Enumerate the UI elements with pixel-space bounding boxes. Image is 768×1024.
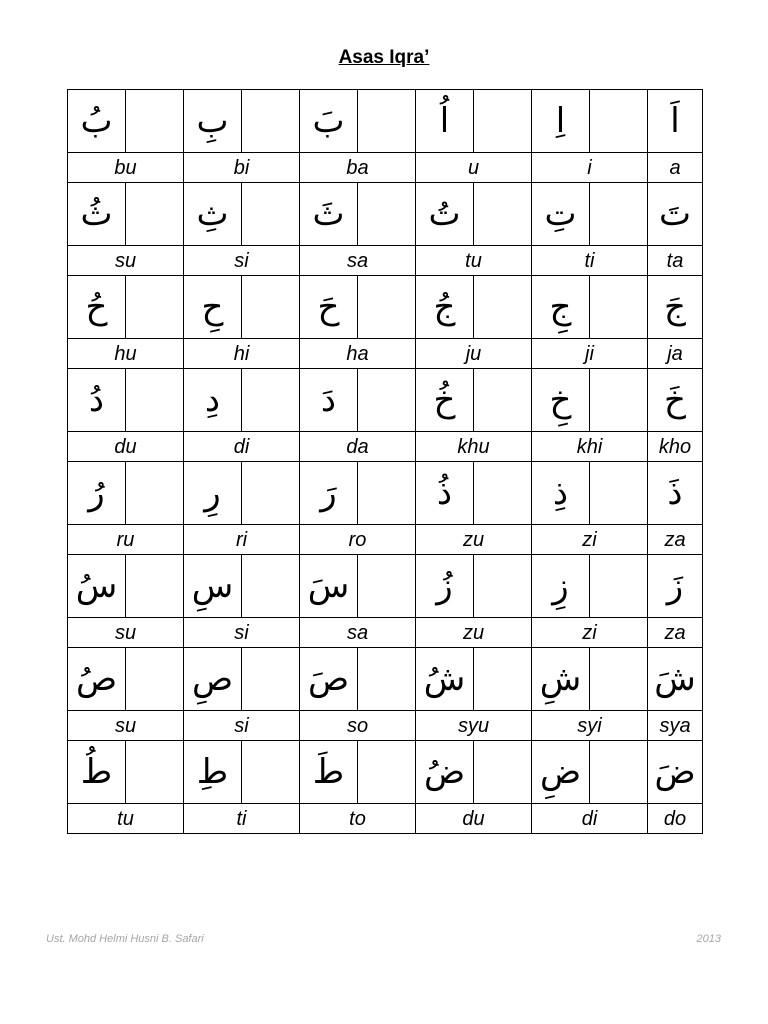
letter-row	[68, 90, 703, 153]
transliteration-text: za	[664, 528, 686, 551]
letter-cell	[648, 369, 703, 432]
arabic-letter: صُ	[75, 659, 118, 699]
arabic-letter: حَ	[317, 287, 340, 327]
arabic-letter: ضَ	[654, 752, 696, 792]
transliteration-cell	[68, 618, 184, 648]
letter-cell	[68, 369, 126, 432]
letter-cell	[184, 369, 242, 432]
transliteration-cell	[184, 804, 300, 834]
transliteration-cell	[532, 432, 648, 462]
transliteration-text: ti	[236, 807, 247, 830]
empty-cell	[590, 741, 648, 804]
transliteration-text: bu	[114, 156, 137, 179]
empty-cell	[474, 462, 532, 525]
empty-cell	[474, 741, 532, 804]
letter-cell	[648, 462, 703, 525]
transliteration-text: zu	[462, 621, 485, 644]
arabic-letter: جِ	[549, 287, 572, 327]
transliteration-text: zi	[582, 528, 597, 551]
transliteration-cell	[184, 153, 300, 183]
transliteration-cell	[68, 804, 184, 834]
letter-cell	[184, 276, 242, 339]
arabic-letter: تِ	[544, 194, 577, 234]
transliteration-text: si	[234, 249, 249, 272]
arabic-letter: سُ	[75, 566, 118, 606]
arabic-letter: حُ	[85, 287, 108, 327]
arabic-letter: اِ	[555, 101, 566, 141]
letter-cell	[300, 276, 358, 339]
arabic-letter: ثُ	[80, 194, 113, 234]
letter-row	[68, 648, 703, 711]
transliteration-row	[68, 711, 703, 741]
transliteration-text: du	[462, 807, 485, 830]
letter-cell	[532, 183, 590, 246]
transliteration-cell	[184, 246, 300, 276]
empty-cell	[474, 276, 532, 339]
footer-year: 2013	[696, 933, 721, 945]
empty-cell	[590, 462, 648, 525]
transliteration-cell	[184, 339, 300, 369]
arabic-letter: خُ	[433, 380, 456, 420]
transliteration-text: do	[663, 807, 687, 830]
letter-row	[68, 555, 703, 618]
arabic-letter: ذُ	[436, 473, 453, 513]
transliteration-text: di	[233, 435, 250, 458]
transliteration-cell	[532, 525, 648, 555]
transliteration-cell	[68, 711, 184, 741]
transliteration-cell	[416, 711, 532, 741]
empty-cell	[590, 276, 648, 339]
transliteration-cell	[532, 153, 648, 183]
transliteration-text: tu	[465, 249, 482, 272]
transliteration-cell	[648, 525, 703, 555]
arabic-letter: تُ	[428, 194, 461, 234]
arabic-letter: ذَ	[667, 473, 683, 513]
empty-cell	[126, 276, 184, 339]
arabic-letter: خِ	[549, 380, 572, 420]
transliteration-cell	[416, 432, 532, 462]
transliteration-cell	[184, 618, 300, 648]
transliteration-cell	[648, 804, 703, 834]
transliteration-cell	[184, 711, 300, 741]
arabic-letter: ثِ	[196, 194, 229, 234]
letter-row	[68, 369, 703, 432]
letter-cell	[68, 183, 126, 246]
transliteration-cell	[68, 339, 184, 369]
transliteration-text: di	[581, 807, 598, 830]
transliteration-cell	[300, 618, 416, 648]
transliteration-text: si	[234, 621, 249, 644]
empty-cell	[358, 741, 416, 804]
letter-cell	[68, 648, 126, 711]
transliteration-cell	[416, 804, 532, 834]
transliteration-row	[68, 525, 703, 555]
transliteration-row	[68, 804, 703, 834]
transliteration-cell	[532, 618, 648, 648]
letter-cell	[532, 276, 590, 339]
letter-cell	[300, 90, 358, 153]
empty-cell	[590, 183, 648, 246]
page-title: Asas Iqra’	[338, 47, 430, 68]
transliteration-text: su	[114, 621, 137, 644]
transliteration-cell	[184, 525, 300, 555]
transliteration-cell	[416, 618, 532, 648]
transliteration-cell	[648, 246, 703, 276]
transliteration-text: to	[349, 807, 366, 830]
empty-cell	[126, 462, 184, 525]
letter-cell	[300, 462, 358, 525]
empty-cell	[358, 369, 416, 432]
transliteration-text: ri	[235, 528, 248, 551]
letter-cell	[68, 462, 126, 525]
transliteration-cell	[416, 339, 532, 369]
transliteration-cell	[68, 432, 184, 462]
empty-cell	[242, 555, 300, 618]
transliteration-text: syi	[577, 714, 602, 737]
empty-cell	[242, 648, 300, 711]
letter-cell	[300, 369, 358, 432]
letter-cell	[416, 276, 474, 339]
footer-author: Ust. Mohd Helmi Husni B. Safari	[46, 933, 204, 945]
letter-cell	[184, 183, 242, 246]
letter-cell	[532, 741, 590, 804]
transliteration-cell	[532, 246, 648, 276]
transliteration-text: hu	[114, 342, 137, 365]
empty-cell	[242, 741, 300, 804]
transliteration-row	[68, 618, 703, 648]
transliteration-text: ro	[348, 528, 367, 551]
letter-cell	[532, 648, 590, 711]
empty-cell	[474, 648, 532, 711]
letter-cell	[648, 648, 703, 711]
transliteration-text: bi	[233, 156, 250, 179]
transliteration-text: ha	[346, 342, 369, 365]
empty-cell	[358, 276, 416, 339]
transliteration-text: zu	[462, 528, 485, 551]
empty-cell	[474, 90, 532, 153]
transliteration-cell	[300, 246, 416, 276]
transliteration-row	[68, 432, 703, 462]
letter-cell	[184, 555, 242, 618]
arabic-letter: زَ	[666, 566, 684, 606]
letter-cell	[300, 183, 358, 246]
transliteration-cell	[300, 525, 416, 555]
transliteration-cell	[300, 432, 416, 462]
transliteration-text: su	[114, 714, 137, 737]
arabic-letter: طُ	[80, 752, 113, 792]
transliteration-text: ta	[666, 249, 684, 272]
letter-cell	[68, 555, 126, 618]
transliteration-cell	[532, 339, 648, 369]
transliteration-cell	[68, 246, 184, 276]
letter-row	[68, 183, 703, 246]
arabic-letter: دِ	[204, 380, 221, 420]
arabic-letter: جَ	[664, 287, 686, 327]
arabic-letter: بِ	[196, 101, 229, 141]
arabic-letter: اُ	[439, 101, 450, 141]
arabic-letter: صَ	[307, 659, 350, 699]
transliteration-text: syu	[457, 714, 490, 737]
transliteration-text: sya	[659, 714, 691, 737]
transliteration-cell	[68, 153, 184, 183]
transliteration-cell	[300, 153, 416, 183]
transliteration-cell	[648, 153, 703, 183]
transliteration-text: u	[467, 156, 480, 179]
transliteration-cell	[532, 804, 648, 834]
letter-cell	[532, 462, 590, 525]
empty-cell	[358, 648, 416, 711]
transliteration-text: i	[587, 156, 592, 179]
transliteration-text: ti	[584, 249, 595, 272]
transliteration-cell	[300, 339, 416, 369]
letter-cell	[532, 369, 590, 432]
transliteration-text: khi	[576, 435, 603, 458]
arabic-letter: زُ	[436, 566, 453, 606]
empty-cell	[242, 183, 300, 246]
transliteration-text: si	[234, 714, 249, 737]
transliteration-text: sa	[346, 621, 369, 644]
empty-cell	[126, 648, 184, 711]
arabic-letter: شِ	[539, 659, 582, 699]
empty-cell	[590, 555, 648, 618]
letter-cell	[648, 90, 703, 153]
empty-cell	[474, 183, 532, 246]
transliteration-cell	[416, 153, 532, 183]
arabic-letter: رُ	[88, 473, 105, 513]
transliteration-text: da	[346, 435, 369, 458]
transliteration-cell	[648, 618, 703, 648]
transliteration-cell	[68, 525, 184, 555]
arabic-letter: شُ	[423, 659, 466, 699]
empty-cell	[126, 90, 184, 153]
arabic-letter: حِ	[201, 287, 224, 327]
transliteration-cell	[648, 711, 703, 741]
transliteration-text: sa	[346, 249, 369, 272]
letter-cell	[416, 369, 474, 432]
transliteration-text: ji	[585, 342, 594, 365]
arabic-letter: تَ	[658, 194, 691, 234]
letter-cell	[68, 741, 126, 804]
empty-cell	[358, 90, 416, 153]
letter-cell	[300, 555, 358, 618]
transliteration-cell	[184, 432, 300, 462]
empty-cell	[358, 183, 416, 246]
arabic-letter: جُ	[433, 287, 456, 327]
arabic-letter: ثَ	[312, 194, 345, 234]
arabic-letter: رِ	[204, 473, 221, 513]
letter-cell	[532, 90, 590, 153]
transliteration-text: kho	[658, 435, 692, 458]
empty-cell	[126, 741, 184, 804]
transliteration-text: ru	[116, 528, 135, 551]
transliteration-cell	[648, 432, 703, 462]
transliteration-cell	[416, 246, 532, 276]
letter-cell	[416, 462, 474, 525]
empty-cell	[590, 90, 648, 153]
arabic-letter: دَ	[320, 380, 337, 420]
letter-cell	[648, 276, 703, 339]
empty-cell	[590, 648, 648, 711]
transliteration-cell	[416, 525, 532, 555]
empty-cell	[242, 90, 300, 153]
letter-cell	[416, 555, 474, 618]
arabic-letter: دُ	[88, 380, 105, 420]
transliteration-text: khu	[457, 435, 490, 458]
letter-cell	[300, 648, 358, 711]
transliteration-cell	[300, 711, 416, 741]
empty-cell	[358, 555, 416, 618]
arabic-letter: شَ	[654, 659, 696, 699]
transliteration-cell	[300, 804, 416, 834]
letter-cell	[300, 741, 358, 804]
transliteration-cell	[532, 711, 648, 741]
transliteration-text: a	[669, 156, 681, 179]
empty-cell	[474, 369, 532, 432]
letter-cell	[184, 90, 242, 153]
transliteration-row	[68, 339, 703, 369]
transliteration-text: ba	[346, 156, 369, 179]
letter-cell	[648, 555, 703, 618]
empty-cell	[242, 369, 300, 432]
transliteration-text: zi	[582, 621, 597, 644]
empty-cell	[242, 276, 300, 339]
arabic-letter: زِ	[552, 566, 569, 606]
letter-cell	[68, 90, 126, 153]
transliteration-text: hi	[233, 342, 250, 365]
letter-cell	[416, 90, 474, 153]
empty-cell	[474, 555, 532, 618]
transliteration-row	[68, 246, 703, 276]
arabic-letter: اَ	[670, 101, 680, 141]
transliteration-text: tu	[117, 807, 134, 830]
arabic-letter: سِ	[191, 566, 234, 606]
arabic-letter: طِ	[196, 752, 229, 792]
empty-cell	[126, 183, 184, 246]
letter-cell	[184, 741, 242, 804]
arabic-letter: رَ	[320, 473, 337, 513]
arabic-letter: بُ	[80, 101, 113, 141]
letter-cell	[532, 555, 590, 618]
empty-cell	[242, 462, 300, 525]
letter-cell	[184, 648, 242, 711]
transliteration-text: su	[114, 249, 137, 272]
empty-cell	[590, 369, 648, 432]
letter-cell	[184, 462, 242, 525]
letter-row	[68, 462, 703, 525]
letter-row	[68, 276, 703, 339]
transliteration-text: so	[346, 714, 369, 737]
letter-cell	[416, 183, 474, 246]
empty-cell	[126, 369, 184, 432]
transliteration-text: ja	[667, 342, 683, 365]
transliteration-cell	[648, 339, 703, 369]
letter-cell	[648, 741, 703, 804]
arabic-letter: سَ	[307, 566, 350, 606]
empty-cell	[358, 462, 416, 525]
arabic-letter: صِ	[191, 659, 234, 699]
transliteration-text: za	[664, 621, 686, 644]
transliteration-text: du	[114, 435, 137, 458]
letter-cell	[416, 648, 474, 711]
letter-cell	[416, 741, 474, 804]
transliteration-row	[68, 153, 703, 183]
arabic-letter: ذِ	[552, 473, 569, 513]
arabic-letter: ضِ	[539, 752, 582, 792]
letter-cell	[68, 276, 126, 339]
letter-cell	[648, 183, 703, 246]
transliteration-text: ju	[465, 342, 482, 365]
arabic-letter: بَ	[312, 101, 345, 141]
letter-row	[68, 741, 703, 804]
arabic-letter: خَ	[664, 380, 686, 420]
arabic-letter: ضُ	[423, 752, 466, 792]
arabic-letter: طَ	[312, 752, 345, 792]
iqra-table	[67, 89, 703, 834]
empty-cell	[126, 555, 184, 618]
